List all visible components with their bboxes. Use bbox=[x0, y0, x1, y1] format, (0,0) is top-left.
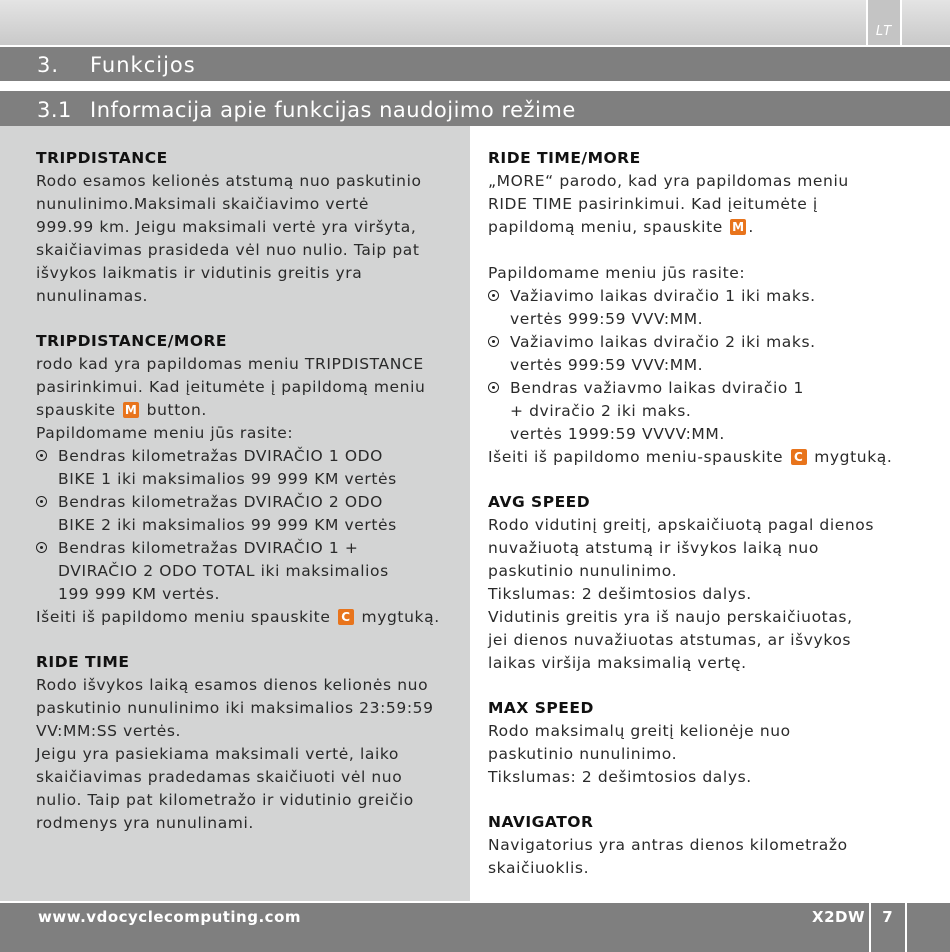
section-title: Funkcijos bbox=[90, 53, 196, 77]
left-column bbox=[0, 126, 470, 901]
spacer-line bbox=[488, 239, 928, 262]
website-url: www.vdocyclecomputing.com bbox=[38, 908, 302, 926]
page-footer bbox=[0, 901, 950, 952]
tripdistance-section bbox=[36, 147, 461, 308]
list-item-line: Bendras kilometražas DVIRAČIO 2 ODO bbox=[58, 493, 383, 511]
page-number: 7 bbox=[882, 908, 893, 926]
list-item-line: DVIRAČIO 2 ODO TOTAL iki maksimalios bbox=[58, 562, 389, 580]
list-item-line: Bendras kilometražas DVIRAČIO 1 ODO bbox=[58, 447, 383, 465]
model-name: X2DW bbox=[812, 908, 865, 926]
body-text: button. bbox=[146, 401, 207, 419]
tripdistance-line: nunulinamas. bbox=[36, 287, 149, 305]
right-column bbox=[470, 126, 950, 901]
body-line: Tikslumas: 2 dešimtosios dalys. bbox=[488, 768, 752, 786]
language-tab: LT bbox=[866, 0, 902, 45]
body-line bbox=[488, 216, 928, 239]
body-line: paskutinio nunulinimo iki maksimalios 23:59:59 bbox=[36, 699, 434, 717]
bullet-icon bbox=[488, 382, 499, 393]
body-line bbox=[36, 399, 461, 422]
footer-divider bbox=[905, 903, 907, 952]
max-speed-section bbox=[488, 697, 928, 789]
subsection-number: 3.1 bbox=[37, 98, 72, 122]
m-key-icon: M bbox=[732, 220, 745, 234]
c-key-icon: C bbox=[338, 609, 354, 625]
body-line: nulio. Taip pat kilometražo ir vidutinio greičio bbox=[36, 791, 414, 809]
body-line bbox=[36, 606, 461, 629]
body-line: rodo kad yra papildomas meniu TRIPDISTANCE bbox=[36, 355, 424, 373]
avg-speed-section bbox=[488, 491, 928, 675]
list-item-line: vertės 999:59 VVV:MM. bbox=[510, 356, 704, 374]
body-line: Tikslumas: 2 dešimtosios dalys. bbox=[488, 585, 752, 603]
body-line: Papildomame meniu jūs rasite: bbox=[36, 424, 294, 442]
tripdistance-heading: TRIPDISTANCE bbox=[36, 149, 168, 167]
tripdistance-line: Rodo esamos kelionės atstumą nuo paskutinio bbox=[36, 172, 422, 190]
tripdistance-line: išvykos laikmatis ir vidutinis greitis yra bbox=[36, 264, 363, 282]
ride-time-more-heading: RIDE TIME/MORE bbox=[488, 149, 641, 167]
navigator-section bbox=[488, 811, 928, 880]
max-speed-heading: MAX SPEED bbox=[488, 699, 594, 717]
body-line bbox=[488, 446, 928, 469]
body-line: nuvažiuotą atstumą ir išvykos laiką nuo bbox=[488, 539, 819, 557]
tripdistance-line: nunulinimo.Maksimali skaičiavimo vertė bbox=[36, 195, 370, 213]
list-item-line: BIKE 2 iki maksimalios 99 999 KM vertės bbox=[58, 516, 397, 534]
list-item bbox=[36, 491, 461, 537]
bullet-icon bbox=[36, 542, 47, 553]
body-text: mygtuką. bbox=[361, 608, 440, 626]
subsection-title: Informacija apie funkcijas naudojimo režime bbox=[90, 98, 576, 122]
list-item bbox=[488, 331, 928, 377]
body-line: Navigatorius yra antras dienos kilometražo bbox=[488, 836, 848, 854]
list-item-line: BIKE 1 iki maksimalios 99 999 KM vertės bbox=[58, 470, 397, 488]
list-item-line: Bendras važiavmo laikas dviračio 1 bbox=[510, 379, 805, 397]
body-line: jei dienos nuvažiuotas atstumas, ar išvykos bbox=[488, 631, 852, 649]
list-item-line: Bendras kilometražas DVIRAČIO 1 + bbox=[58, 539, 359, 557]
list-item-line: 199 999 KM vertės. bbox=[58, 585, 220, 603]
c-key-icon: C bbox=[791, 449, 807, 465]
body-text: Išeiti iš papildomo meniu spauskite bbox=[36, 608, 331, 626]
top-bar bbox=[0, 0, 950, 45]
list-item-line: Važiavimo laikas dviračio 1 iki maks. bbox=[510, 287, 816, 305]
list-item-line: Važiavimo laikas dviračio 2 iki maks. bbox=[510, 333, 816, 351]
section-number: 3. bbox=[37, 53, 60, 77]
list-item bbox=[488, 377, 928, 446]
body-line: laikas viršija maksimalią vertę. bbox=[488, 654, 747, 672]
body-line: VV:MM:SS vertės. bbox=[36, 722, 182, 740]
bullet-icon bbox=[36, 496, 47, 507]
body-line: pasirinkimui. Kad įeitumėte į papildomą meniu bbox=[36, 378, 426, 396]
ride-time-heading: RIDE TIME bbox=[36, 653, 130, 671]
navigator-heading: NAVIGATOR bbox=[488, 813, 594, 831]
body-line: Rodo išvykos laiką esamos dienos kelionės nuo bbox=[36, 676, 429, 694]
body-line: paskutinio nunulinimo. bbox=[488, 562, 678, 580]
body-line: Jeigu yra pasiekiama maksimali vertė, laiko bbox=[36, 745, 399, 763]
subsection-header bbox=[0, 89, 950, 126]
list-item bbox=[36, 445, 461, 491]
bullet-icon bbox=[488, 290, 499, 301]
m-key-icon: M bbox=[124, 403, 138, 417]
page-number-box bbox=[870, 903, 905, 952]
body-line: RIDE TIME pasirinkimui. Kad įeitumėte į bbox=[488, 195, 818, 213]
body-text: papildomą meniu, spauskite bbox=[488, 218, 723, 236]
ride-time-more-section bbox=[488, 147, 928, 469]
body-text: Išeiti iš papildomo meniu-spauskite bbox=[488, 448, 784, 466]
body-text: spauskite bbox=[36, 401, 116, 419]
avg-speed-heading: AVG SPEED bbox=[488, 493, 591, 511]
body-text: mygtuką. bbox=[814, 448, 893, 466]
body-line: Rodo maksimalų greitį kelionėje nuo bbox=[488, 722, 791, 740]
tripdistance-line: 999.99 km. Jeigu maksimali vertė yra viršyta, bbox=[36, 218, 417, 236]
body-line: skaičiavimas pradedamas skaičiuoti vėl nuo bbox=[36, 768, 403, 786]
body-line: Papildomame meniu jūs rasite: bbox=[488, 264, 746, 282]
body-text: . bbox=[748, 218, 754, 236]
list-item bbox=[36, 537, 461, 606]
tripdistance-more-section bbox=[36, 330, 461, 629]
ride-time-section bbox=[36, 651, 461, 835]
body-line: „MORE“ parodo, kad yra papildomas meniu bbox=[488, 172, 849, 190]
bullet-icon bbox=[488, 336, 499, 347]
bullet-icon bbox=[36, 450, 47, 461]
list-item-line: vertės 999:59 VVV:MM. bbox=[510, 310, 704, 328]
body-line: rodmenys yra nunulinami. bbox=[36, 814, 254, 832]
body-line: skaičiuoklis. bbox=[488, 859, 590, 877]
list-item bbox=[488, 285, 928, 331]
tripdistance-more-heading: TRIPDISTANCE/MORE bbox=[36, 332, 228, 350]
tripdistance-line: skaičiavimas prasideda vėl nuo nulio. Taip pat bbox=[36, 241, 420, 259]
body-line: Rodo vidutinį greitį, apskaičiuotą pagal dienos bbox=[488, 516, 875, 534]
body-line: Vidutinis greitis yra iš naujo perskaičiuotas, bbox=[488, 608, 853, 626]
list-item-line: vertės 1999:59 VVVV:MM. bbox=[510, 425, 725, 443]
list-item-line: + dviračio 2 iki maks. bbox=[510, 402, 692, 420]
body-line: paskutinio nunulinimo. bbox=[488, 745, 678, 763]
section-header bbox=[0, 45, 950, 81]
